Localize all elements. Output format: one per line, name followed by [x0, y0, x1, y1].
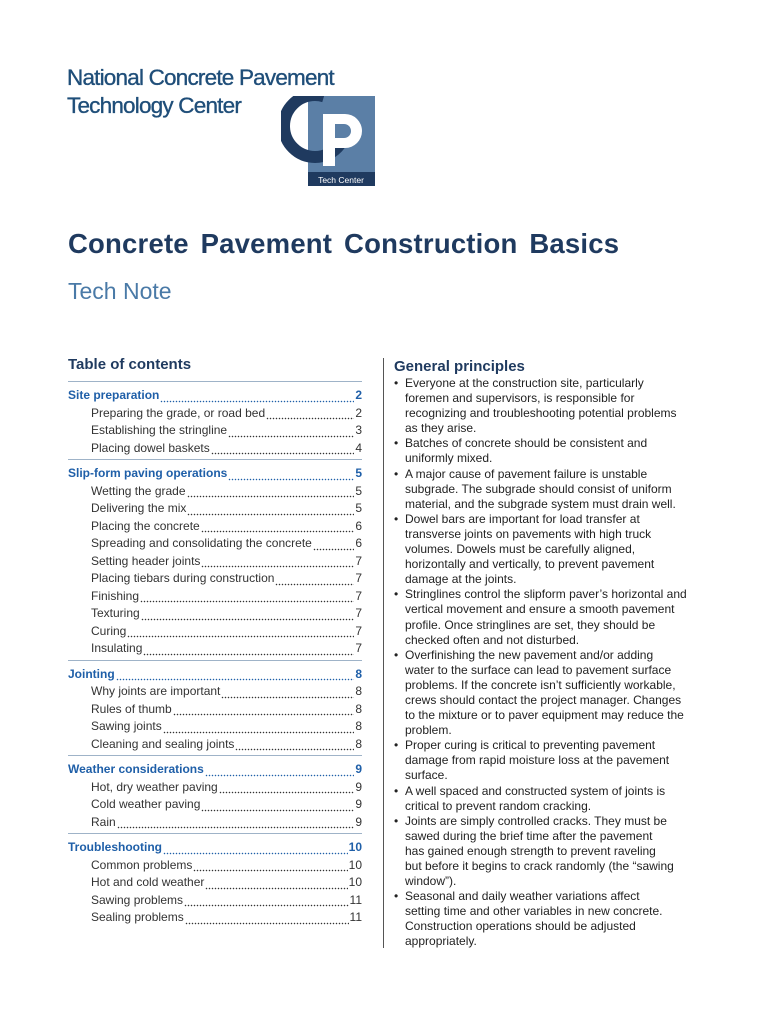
- toc-entry-page: 5: [355, 501, 362, 515]
- toc-section: [68, 756, 362, 834]
- principle-line: horizontally and vertically, to prevent pavement: [405, 557, 655, 572]
- toc-subentry[interactable]: [68, 779, 362, 797]
- principle-item: [394, 889, 706, 949]
- toc-dot-leader: [201, 796, 354, 814]
- bullet-icon: •: [394, 436, 399, 451]
- toc-dot-leader: [201, 553, 354, 571]
- toc-entry-page: 8: [355, 666, 362, 681]
- toc-entry-page: 8: [355, 701, 362, 716]
- toc-dot-leader: [205, 874, 347, 892]
- toc-subentry[interactable]: [68, 570, 362, 588]
- toc-dot-leader: [185, 909, 349, 927]
- toc-entry-page: 7: [355, 588, 362, 603]
- principle-line: window”).: [405, 874, 457, 889]
- toc-entry-page: 8: [355, 736, 362, 751]
- principle-line: foremen and supervisors, is responsible for: [405, 391, 635, 406]
- principle-line: crews should contact the project manager. Changes: [405, 692, 682, 707]
- bullet-icon: •: [394, 376, 399, 390]
- toc-subentry[interactable]: [68, 422, 362, 440]
- principle-line: water to the surface can lead to pavement surface: [405, 662, 672, 677]
- toc-dot-leader: [163, 839, 348, 857]
- table-of-contents: [68, 355, 362, 929]
- toc-dot-leader: [228, 422, 354, 440]
- toc-entry-label: Rules of thumb: [91, 701, 172, 716]
- bullet-icon: •: [394, 587, 399, 602]
- bullet-icon: •: [394, 647, 399, 662]
- toc-entry-page: 10: [348, 840, 362, 854]
- toc-entry-page: 9: [355, 797, 362, 811]
- column-divider: [383, 358, 384, 948]
- toc-dot-leader: [201, 518, 355, 536]
- principle-line: problem.: [405, 723, 452, 738]
- general-principles: [394, 358, 706, 950]
- toc-entry-label: Setting header joints: [91, 553, 201, 568]
- toc-subentry[interactable]: [68, 500, 362, 518]
- principle-line: subgrade. The subgrade should consist of uniform: [405, 481, 672, 496]
- toc-subentry[interactable]: [68, 814, 362, 832]
- toc-subentry[interactable]: [68, 640, 362, 658]
- toc-entry-label: Jointing: [68, 666, 115, 681]
- toc-section-entry[interactable]: [68, 761, 362, 779]
- toc-dot-leader: [117, 814, 355, 832]
- toc-section: [68, 382, 362, 460]
- toc-subentry[interactable]: [68, 623, 362, 641]
- principle-line: Seasonal and daily weather variations affect: [405, 889, 640, 904]
- principle-line: Dowel bars are important for load transfer at: [405, 511, 640, 526]
- bullet-icon: •: [394, 889, 399, 904]
- principle-line: but before it begins to crack randomly (the “sawing: [405, 859, 674, 873]
- toc-entry-page: 10: [348, 857, 362, 872]
- toc-entry-page: 7: [355, 641, 362, 655]
- toc-section: [68, 661, 362, 757]
- toc-dot-leader: [187, 500, 354, 518]
- toc-dot-leader: [127, 623, 354, 641]
- toc-dot-leader: [141, 605, 355, 623]
- toc-subentry[interactable]: [68, 588, 362, 606]
- principle-item: [394, 376, 706, 436]
- principle-line: Everyone at the construction site, particularly: [405, 376, 644, 390]
- toc-entry-page: 7: [355, 623, 362, 638]
- toc-section: [68, 834, 362, 929]
- principle-line: appropriately.: [405, 934, 477, 949]
- toc-dot-leader: [173, 701, 355, 719]
- bullet-icon: •: [394, 511, 399, 526]
- principle-line: volumes. Dowels must be carefully aligned,: [405, 542, 636, 557]
- toc-subentry[interactable]: [68, 736, 362, 754]
- principle-line: sawed during the brief time after the pavement: [405, 828, 653, 843]
- bullet-icon: •: [394, 466, 399, 481]
- toc-section: [68, 460, 362, 661]
- toc-entry-label: Wetting the grade: [91, 483, 186, 498]
- principle-line: Proper curing is critical to preventing pavement: [405, 738, 656, 753]
- toc-entry-label: Hot and cold weather: [91, 875, 205, 889]
- toc-entry-label: Weather considerations: [68, 762, 204, 776]
- principle-line: transverse joints on pavements with high truck: [405, 526, 652, 541]
- toc-entry-page: 9: [355, 762, 362, 776]
- toc-entry-page: 9: [355, 814, 362, 829]
- org-name-line-1: National Concrete Pavement: [67, 65, 334, 90]
- principle-line: A well spaced and constructed system of joints is: [405, 783, 666, 798]
- toc-entry-page: 7: [355, 553, 362, 568]
- principle-item: [394, 436, 706, 466]
- toc-entry-label: Common problems: [91, 857, 193, 872]
- toc-subentry[interactable]: [68, 605, 362, 623]
- toc-entry-page: 6: [355, 536, 362, 550]
- toc-subentry[interactable]: [68, 718, 362, 736]
- toc-subentry[interactable]: [68, 796, 362, 814]
- principle-item: [394, 648, 706, 739]
- toc-entry-label: Slip-form paving operations: [68, 466, 228, 480]
- toc-entry-page: 10: [348, 875, 362, 889]
- toc-entry-page: 11: [349, 892, 362, 907]
- toc-entry-label: Site preparation: [68, 388, 160, 402]
- toc-dot-leader: [219, 779, 355, 797]
- principle-line: damage at the joints.: [405, 572, 517, 587]
- principle-line: A major cause of pavement failure is unstable: [405, 466, 648, 481]
- principle-item: [394, 467, 706, 512]
- toc-dot-leader: [228, 465, 354, 483]
- principle-line: to the mixture or to paver equipment may reduce the: [405, 708, 684, 723]
- toc-dot-leader: [140, 588, 354, 606]
- toc-entry-label: Cleaning and sealing joints: [91, 736, 235, 751]
- principle-line: material, and the subgrade system must drain well.: [405, 496, 676, 511]
- toc-dot-leader: [313, 535, 354, 553]
- toc-entry-label: Sawing joints: [91, 719, 162, 733]
- toc-entry-label: Placing the concrete: [91, 518, 200, 533]
- principle-line: uniformly mixed.: [405, 451, 493, 466]
- toc-entry-label: Delivering the mix: [91, 501, 187, 515]
- toc-entry-label: Placing dowel baskets: [91, 440, 210, 455]
- toc-entry-label: Why joints are important: [91, 684, 221, 698]
- toc-entry-page: 3: [355, 423, 362, 437]
- principle-line: Overfinishing the new pavement and/or adding: [405, 647, 654, 662]
- toc-entry-label: Spreading and consolidating the concrete: [91, 536, 312, 550]
- toc-subentry[interactable]: [68, 553, 362, 571]
- toc-dot-leader: [275, 570, 354, 588]
- principle-item: [394, 784, 706, 814]
- toc-section-entry[interactable]: [68, 839, 362, 857]
- toc-dot-leader: [221, 683, 354, 701]
- toc-dot-leader: [193, 857, 347, 875]
- toc-entry-label: Cold weather paving: [91, 797, 201, 811]
- toc-section-entry[interactable]: [68, 387, 362, 405]
- toc-entry-page: 11: [349, 910, 362, 924]
- toc-dot-leader: [266, 405, 354, 423]
- toc-entry-page: 7: [355, 606, 362, 620]
- document-title: Concrete Pavement Construction Basics: [68, 228, 620, 259]
- toc-subentry[interactable]: [68, 405, 362, 423]
- toc-entry-label: Finishing: [91, 588, 140, 603]
- toc-entry-page: 8: [355, 684, 362, 698]
- toc-subentry[interactable]: [68, 857, 362, 875]
- toc-subentry[interactable]: [68, 892, 362, 910]
- toc-dot-leader: [143, 640, 354, 658]
- toc-dot-leader: [184, 892, 348, 910]
- principle-line: profile. Once stringlines are set, they should be: [405, 617, 656, 632]
- toc-entry-label: Rain: [91, 814, 116, 829]
- bullet-icon: •: [394, 738, 399, 753]
- toc-entry-label: Curing: [91, 623, 127, 638]
- toc-dot-leader: [163, 718, 355, 736]
- toc-entry-label: Placing tiebars during construction: [91, 571, 275, 585]
- toc-entry-page: 6: [355, 518, 362, 533]
- principles-list: [394, 376, 706, 950]
- toc-entry-label: Troubleshooting: [68, 840, 162, 854]
- toc-entry-page: 5: [355, 483, 362, 498]
- principle-line: setting time and other variables in new concrete.: [405, 904, 663, 919]
- toc-entry-label: Hot, dry weather paving: [91, 779, 218, 794]
- toc-subentry[interactable]: [68, 701, 362, 719]
- principle-line: recognizing and troubleshooting potential problems: [405, 406, 677, 421]
- toc-section-entry[interactable]: [68, 666, 362, 684]
- toc-entry-page: 8: [355, 719, 362, 733]
- toc-subentry[interactable]: [68, 440, 362, 458]
- toc-entry-label: Sawing problems: [91, 892, 184, 907]
- principle-line: has gained enough strength to prevent raveling: [405, 843, 656, 858]
- bullet-icon: •: [394, 783, 399, 798]
- principle-line: as they arise.: [405, 421, 477, 436]
- toc-dot-leader: [116, 666, 355, 684]
- toc-subentry[interactable]: [68, 535, 362, 553]
- principle-line: critical to prevent random cracking.: [405, 798, 592, 813]
- principle-item: [394, 814, 706, 889]
- principle-line: Construction operations should be adjusted: [405, 919, 636, 934]
- principle-item: [394, 738, 706, 783]
- toc-entry-page: 9: [355, 779, 362, 794]
- logo-caption: Tech Center: [318, 175, 364, 185]
- toc-dot-leader: [160, 387, 354, 405]
- org-name-line-2: Technology Center: [67, 93, 242, 118]
- toc-dot-leader: [235, 736, 354, 754]
- bullet-icon: •: [394, 813, 399, 828]
- toc-dot-leader: [211, 440, 355, 458]
- toc-dot-leader: [187, 483, 355, 501]
- principle-line: problems. If the concrete isn’t sufficiently workable,: [405, 677, 676, 692]
- toc-heading: Table of contents: [68, 356, 192, 373]
- toc-subentry[interactable]: [68, 683, 362, 701]
- principle-item: [394, 512, 706, 587]
- toc-subentry[interactable]: [68, 874, 362, 892]
- toc-entry-page: 2: [355, 388, 362, 402]
- toc-entry-page: 5: [355, 466, 362, 480]
- principle-line: vertical movement and ensure a smooth pavement: [405, 602, 675, 617]
- cp-tech-center-logo: [281, 96, 375, 186]
- toc-subentry[interactable]: [68, 518, 362, 536]
- principle-line: Stringlines control the slipform paver’s horizontal and: [405, 587, 687, 602]
- principle-line: checked often and not disturbed.: [405, 632, 580, 647]
- principle-line: Joints are simply controlled cracks. They must be: [405, 813, 667, 828]
- principle-line: surface.: [405, 768, 448, 783]
- principle-line: damage from rapid moisture loss at the pavement: [405, 753, 670, 768]
- toc-sections: [68, 382, 362, 929]
- toc-entry-label: Sealing problems: [91, 910, 184, 924]
- document-subtitle: Tech Note: [68, 278, 172, 304]
- toc-entry-page: 2: [355, 405, 362, 420]
- toc-subentry[interactable]: [68, 909, 362, 927]
- principle-item: [394, 587, 706, 647]
- toc-entry-page: 4: [355, 440, 362, 455]
- toc-entry-label: Texturing: [91, 606, 140, 620]
- toc-entry-label: Preparing the grade, or road bed: [91, 405, 266, 420]
- toc-subentry[interactable]: [68, 483, 362, 501]
- toc-dot-leader: [205, 761, 354, 779]
- principle-line: Batches of concrete should be consistent and: [405, 436, 648, 451]
- principles-heading: General principles: [394, 358, 525, 375]
- toc-entry-page: 7: [355, 571, 362, 585]
- toc-entry-label: Establishing the stringline: [91, 423, 228, 437]
- toc-entry-label: Insulating: [91, 641, 143, 655]
- toc-section-entry[interactable]: [68, 465, 362, 483]
